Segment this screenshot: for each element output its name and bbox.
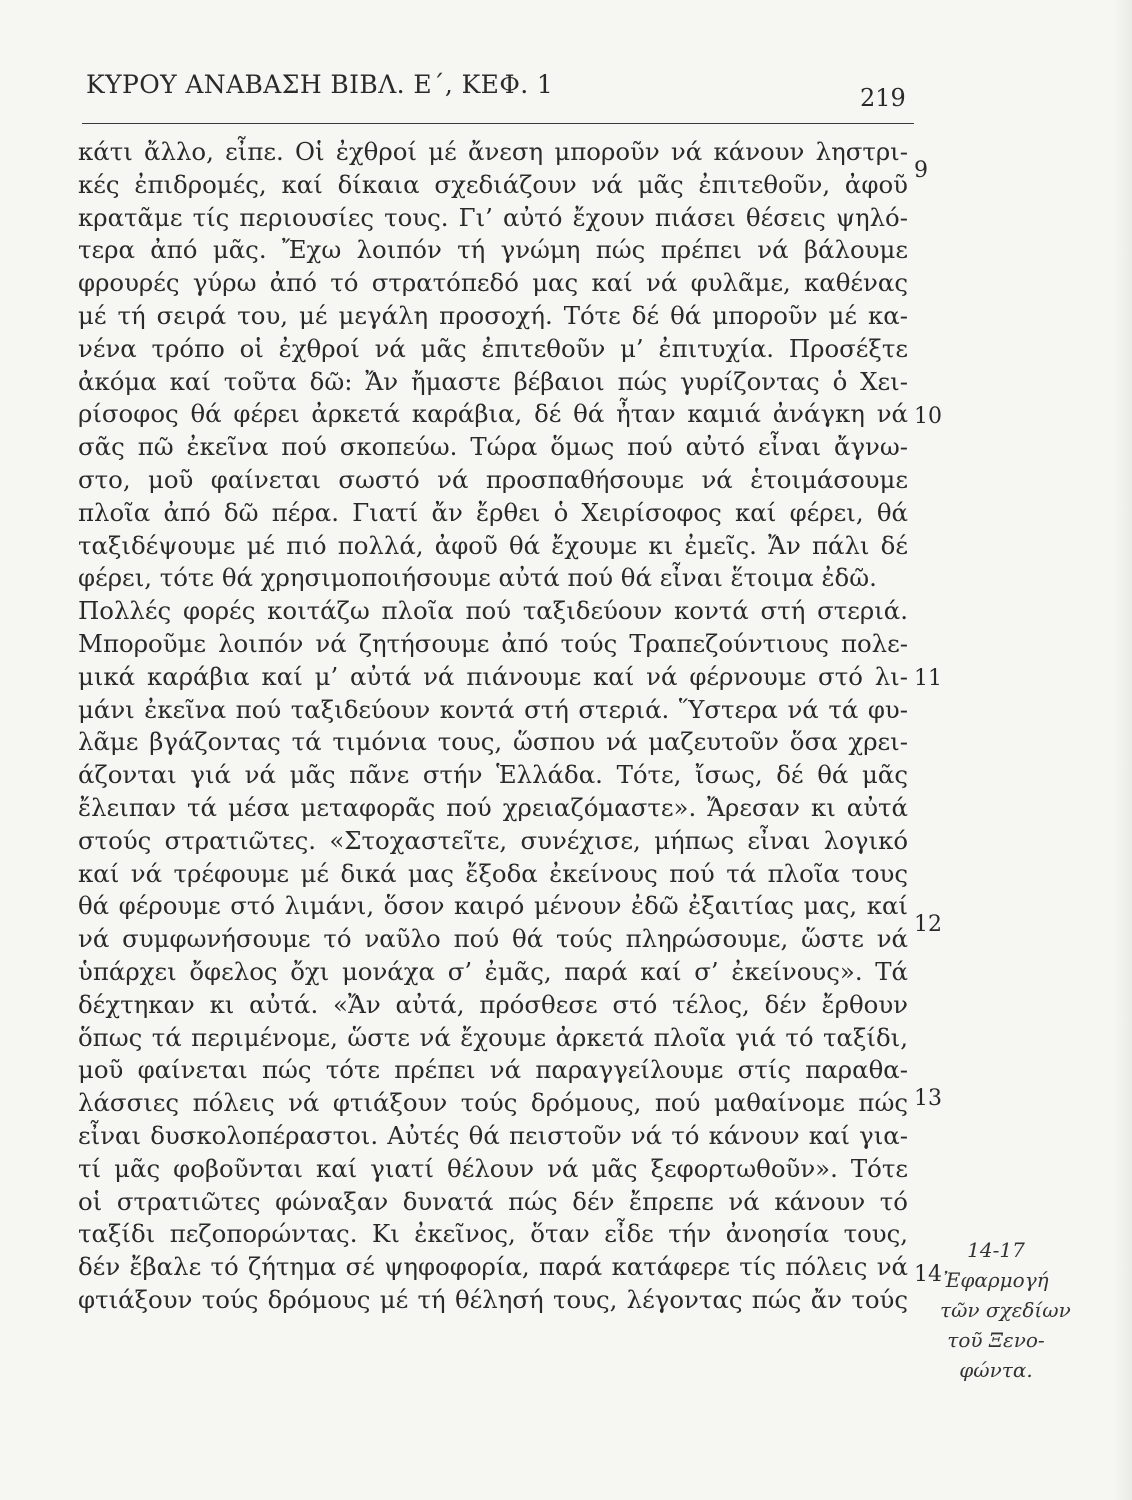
margin-note — [940, 1235, 1071, 1385]
text-line: κές ἐπιδρομές, καί δίκαια σχεδιάζουν νά μᾶς ἐπιτεθοῦν, ἀφοῦ — [78, 169, 908, 199]
text-line: μικά καράβια καί μ’ αὐτά νά πιάνουμε καί νά φέρνουμε στό λι- — [78, 661, 908, 691]
section-number-11: 11 — [914, 666, 942, 691]
text-line: μέ τή σειρά του, μέ μεγάλη προσοχή. Τότε δέ θά μποροῦν μέ κα- — [78, 300, 908, 330]
section-number-13: 13 — [914, 1086, 942, 1111]
margin-note-line: τοῦ Ξενο- — [947, 1328, 1045, 1352]
text-line: εἶναι δυσκολοπέραστοι. Αὐτές θά πειστοῦν νά τό κάνουν καί για- — [78, 1120, 908, 1150]
margin-note-line: Ἐφαρμογή — [943, 1268, 1049, 1292]
text-line: τερα ἀπό μᾶς. Ἔχω λοιπόν τή γνώμη πώς πρέπει νά βάλουμε — [78, 235, 908, 265]
text-line: τί μᾶς φοβοῦνται καί γιατί θέλουν νά μᾶς ξεφορτωθοῦν». Τότε — [78, 1153, 908, 1183]
text-line: ὑπάρχει ὄφελος ὄχι μονάχα σ’ ἐμᾶς, παρά καί σ’ ἐκείνους». Τά — [78, 956, 908, 986]
text-line: καί νά τρέφουμε μέ δικά μας ἔξοδα ἐκείνους πού τά πλοῖα τους — [78, 858, 908, 888]
text-line: μοῦ φαίνεται πώς τότε πρέπει νά παραγγείλουμε στίς παραθα- — [78, 1055, 908, 1085]
text-line: φρουρές γύρω ἀπό τό στρατόπεδό μας καί νά φυλᾶμε, καθένας — [78, 268, 908, 298]
text-line: ταξίδι πεζοπορώντας. Κι ἐκεῖνος, ὅταν εἶδε τήν ἀνοησία τους, — [78, 1219, 908, 1249]
text-line: δέν ἔβαλε τό ζήτημα σέ ψηφοφορία, παρά κατάφερε τίς πόλεις νά — [78, 1252, 908, 1282]
page-edge-shadow — [1114, 0, 1132, 1500]
text-line: Πολλές φορές κοιτάζω πλοῖα πού ταξιδεύουν κοντά στή στεριά. — [78, 596, 908, 626]
text-line: θά φέρουμε στό λιμάνι, ὅσον καιρό μένουν ἐδῶ ἐξαιτίας μας, καί — [78, 891, 908, 921]
text-line: νά συμφωνήσουμε τό ναῦλο πού θά τούς πληρώσουμε, ὥστε νά — [78, 924, 908, 954]
text-line: πλοῖα ἀπό δῶ πέρα. Γιατί ἄν ἔρθει ὁ Χειρίσοφος καί φέρει, θά — [78, 497, 908, 527]
text-line: άζονται γιά νά μᾶς πᾶνε στήν Ἑλλάδα. Τότε, ἴσως, δέ θά μᾶς — [78, 760, 908, 790]
text-line: ρίσοφος θά φέρει ἀρκετά καράβια, δέ θά ἦταν καμιά ἀνάγκη νά — [78, 399, 908, 429]
text-line: φέρει, τότε θά χρησιμοποιήσουμε αὐτά πού θά εἶναι ἕτοιμα ἐδῶ. — [78, 563, 877, 593]
text-line: στο, μοῦ φαίνεται σωστό νά προσπαθήσουμε νά ἑτοιμάσουμε — [78, 464, 908, 494]
margin-note-range: 14-17 — [967, 1238, 1025, 1262]
text-line: λάσσιες πόλεις νά φτιάξουν τούς δρόμους, πού μαθαίνομε πώς — [78, 1088, 908, 1118]
text-line: μάνι ἐκεῖνα πού ταξιδεύουν κοντά στή στεριά. Ὕστερα νά τά φυ- — [78, 694, 908, 724]
text-line: λᾶμε βγάζοντας τά τιμόνια τους, ὥσπου νά μαζευτοῦν ὅσα χρει- — [78, 727, 908, 757]
margin-note-line: φώντα. — [959, 1358, 1033, 1382]
header-rule — [82, 123, 914, 124]
section-number-9: 9 — [914, 158, 928, 183]
page-number: 219 — [860, 84, 906, 112]
section-number-12: 12 — [914, 912, 942, 937]
text-line: κρατᾶμε τίς περιουσίες τους. Γι’ αὐτό ἔχουν πιάσει θέσεις ψηλό- — [78, 202, 908, 232]
text-line: νένα τρόπο οἱ ἐχθροί νά μᾶς ἐπιτεθοῦν μ’ ἐπιτυχία. Προσέξτε — [78, 333, 908, 363]
text-line: ἔλειπαν τά μέσα μεταφορᾶς πού χρειαζόμαστε». Ἄρεσαν κι αὐτά — [78, 792, 908, 822]
section-number-10: 10 — [914, 404, 942, 429]
section-number-14: 14 — [914, 1262, 942, 1287]
text-line: κάτι ἄλλο, εἶπε. Οἱ ἐχθροί μέ ἄνεση μποροῦν νά κάνουν ληστρι- — [78, 137, 908, 166]
text-line: Μποροῦμε λοιπόν νά ζητήσουμε ἀπό τούς Τραπεζούντιους πολε- — [78, 628, 908, 658]
margin-note-line: τῶν σχεδίων — [940, 1298, 1071, 1322]
text-line: ταξιδέψουμε μέ πιό πολλά, ἀφοῦ θά ἔχουμε κι ἐμεῖς. Ἄν πάλι δέ — [78, 530, 908, 560]
text-line: οἱ στρατιῶτες φώναξαν δυνατά πώς δέν ἔπρεπε νά κάνουν τό — [78, 1186, 908, 1216]
text-line: φτιάξουν τούς δρόμους μέ τή θέλησή τους, λέγοντας πώς ἄν τούς — [78, 1284, 908, 1314]
text-line: ὅπως τά περιμένομε, ὥστε νά ἔχουμε ἀρκετά πλοῖα γιά τό ταξίδι, — [78, 1022, 908, 1052]
running-head: ΚΥΡΟΥ ΑΝΑΒΑΣΗ ΒΙΒΛ. Ε΄, ΚΕΦ. 1 — [86, 70, 554, 99]
text-line: δέχτηκαν κι αὐτά. «Ἄν αὐτά, πρόσθεσε στό τέλος, δέν ἔρθουν — [78, 989, 908, 1019]
text-line: σᾶς πῶ ἐκεῖνα πού σκοπεύω. Τώρα ὅμως πού αὐτό εἶναι ἄγνω- — [78, 432, 908, 462]
body-text — [78, 136, 908, 1317]
text-line: στούς στρατιῶτες. «Στοχαστεῖτε, συνέχισε, μήπως εἶναι λογικό — [78, 825, 908, 855]
text-line: ἀκόμα καί τοῦτα δῶ: Ἄν ἤμαστε βέβαιοι πώς γυρίζοντας ὁ Χει- — [78, 366, 908, 396]
